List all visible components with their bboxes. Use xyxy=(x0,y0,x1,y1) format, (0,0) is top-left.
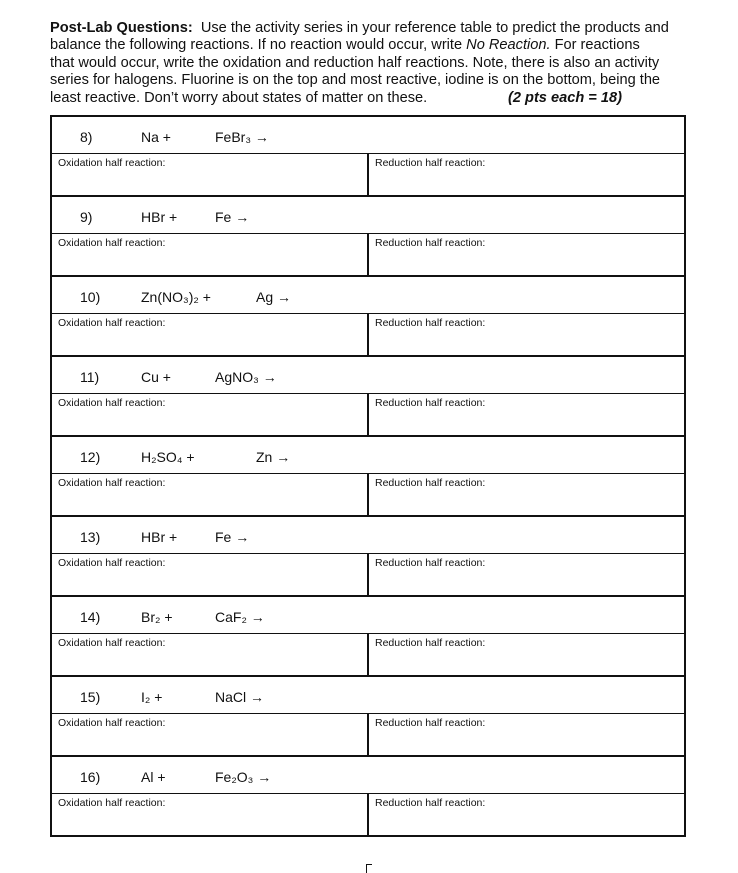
oxidation-label: Oxidation half reaction: xyxy=(58,557,166,569)
oxidation-label: Oxidation half reaction: xyxy=(58,797,166,809)
question-row xyxy=(51,516,685,554)
reactant-2: Fe → xyxy=(215,209,250,225)
reactant-1: Br₂ + xyxy=(141,609,173,625)
instructions-heading: Post-Lab Questions: xyxy=(50,20,193,36)
half-reaction-row xyxy=(51,154,685,197)
question-row xyxy=(51,116,685,154)
points-note: (2 pts each = 18) xyxy=(508,89,622,106)
oxidation-half-reaction-field[interactable] xyxy=(51,714,368,757)
half-reaction-row xyxy=(51,554,685,597)
oxidation-label: Oxidation half reaction: xyxy=(58,717,166,729)
reduction-half-reaction-field[interactable] xyxy=(368,794,685,837)
reduction-label: Reduction half reaction: xyxy=(375,157,486,169)
instructions-line-1: Use the activity series in your reference table to predict the products and xyxy=(200,20,669,36)
oxidation-half-reaction-field[interactable] xyxy=(51,154,368,197)
half-reaction-row xyxy=(51,314,685,357)
question-row xyxy=(51,436,685,474)
question-row xyxy=(51,676,685,714)
instructions-line-5: least reactive. Don’t worry about states of matter on these. xyxy=(50,89,428,106)
reactant-1: Al + xyxy=(141,769,166,785)
question-number: 16) xyxy=(80,769,101,785)
instructions xyxy=(50,20,690,107)
equation-cell xyxy=(51,276,685,314)
reduction-half-reaction-field[interactable] xyxy=(368,554,685,597)
reactant-2: Ag → xyxy=(256,289,292,305)
reactant-1: Na + xyxy=(141,129,171,145)
question-number: 13) xyxy=(80,529,101,545)
reduction-label: Reduction half reaction: xyxy=(375,237,486,249)
oxidation-half-reaction-field[interactable] xyxy=(51,554,368,597)
question-number: 8) xyxy=(80,129,93,145)
reactant-2: NaCl → xyxy=(215,689,265,705)
half-reaction-row xyxy=(51,394,685,437)
question-row xyxy=(51,356,685,394)
question-row xyxy=(51,756,685,794)
oxidation-half-reaction-field[interactable] xyxy=(51,394,368,437)
oxidation-label: Oxidation half reaction: xyxy=(58,317,166,329)
reduction-half-reaction-field[interactable] xyxy=(368,474,685,517)
question-number: 11) xyxy=(80,369,100,385)
reactant-2: Fe → xyxy=(215,529,250,545)
question-number: 15) xyxy=(80,689,101,705)
question-number: 12) xyxy=(80,449,101,465)
reactant-2: AgNO₃ → xyxy=(215,369,277,385)
reactant-1: H₂SO₄ + xyxy=(141,449,195,465)
oxidation-label: Oxidation half reaction: xyxy=(58,477,166,489)
reduction-half-reaction-field[interactable] xyxy=(368,234,685,277)
questions-table xyxy=(50,115,686,837)
reduction-label: Reduction half reaction: xyxy=(375,637,486,649)
question-number: 14) xyxy=(80,609,101,625)
question-row xyxy=(51,196,685,234)
reduction-label: Reduction half reaction: xyxy=(375,397,486,409)
oxidation-label: Oxidation half reaction: xyxy=(58,237,166,249)
equation-cell xyxy=(51,756,685,794)
half-reaction-row xyxy=(51,714,685,757)
oxidation-half-reaction-field[interactable] xyxy=(51,234,368,277)
reactant-1: I₂ + xyxy=(141,689,163,705)
equation-cell xyxy=(51,356,685,394)
no-reaction-term: No Reaction. xyxy=(466,37,551,54)
half-reaction-row xyxy=(51,474,685,517)
reactant-2: Fe₂O₃ → xyxy=(215,769,272,785)
question-number: 10) xyxy=(80,289,101,305)
reactant-2: Zn → xyxy=(256,449,291,465)
reactant-1: HBr + xyxy=(141,529,178,545)
half-reaction-row xyxy=(51,794,685,837)
reduction-half-reaction-field[interactable] xyxy=(368,314,685,357)
reduction-half-reaction-field[interactable] xyxy=(368,394,685,437)
question-row xyxy=(51,276,685,314)
reduction-half-reaction-field[interactable] xyxy=(368,154,685,197)
question-number: 9) xyxy=(80,209,93,225)
reactant-1: HBr + xyxy=(141,209,178,225)
equation-cell xyxy=(51,436,685,474)
reduction-half-reaction-field[interactable] xyxy=(368,714,685,757)
page-number-fragment xyxy=(366,864,372,873)
reduction-label: Reduction half reaction: xyxy=(375,477,486,489)
reactant-1: Zn(NO₃)₂ + xyxy=(141,289,211,305)
reduction-label: Reduction half reaction: xyxy=(375,717,486,729)
oxidation-half-reaction-field[interactable] xyxy=(51,314,368,357)
reduction-label: Reduction half reaction: xyxy=(375,797,486,809)
reduction-label: Reduction half reaction: xyxy=(375,557,486,569)
half-reaction-row xyxy=(51,634,685,677)
reduction-half-reaction-field[interactable] xyxy=(368,634,685,677)
instructions-line-2b: For reactions xyxy=(550,37,640,54)
oxidation-label: Oxidation half reaction: xyxy=(58,397,166,409)
instructions-line-2: balance the following reactions. If no reaction would occur, write xyxy=(50,37,463,54)
oxidation-half-reaction-field[interactable] xyxy=(51,474,368,517)
reactant-2: CaF₂ → xyxy=(215,609,265,625)
reactant-1: Cu + xyxy=(141,369,171,385)
instructions-line-4: series for halogens. Fluorine is on the top and most reactive, iodine is on the bottom, being the xyxy=(50,72,661,89)
oxidation-half-reaction-field[interactable] xyxy=(51,634,368,677)
half-reaction-row xyxy=(51,234,685,277)
reduction-label: Reduction half reaction: xyxy=(375,317,486,329)
question-row xyxy=(51,596,685,634)
oxidation-label: Oxidation half reaction: xyxy=(58,637,166,649)
equation-cell xyxy=(51,116,685,154)
reactant-2: FeBr₃ → xyxy=(215,129,269,145)
equation-cell xyxy=(51,516,685,554)
oxidation-half-reaction-field[interactable] xyxy=(51,794,368,837)
oxidation-label: Oxidation half reaction: xyxy=(58,157,166,169)
equation-cell xyxy=(51,196,685,234)
equation-cell xyxy=(51,596,685,634)
instructions-line-3: that would occur, write the oxidation and reduction half reactions. Note, there is also an activity xyxy=(50,54,660,71)
equation-cell xyxy=(51,676,685,714)
